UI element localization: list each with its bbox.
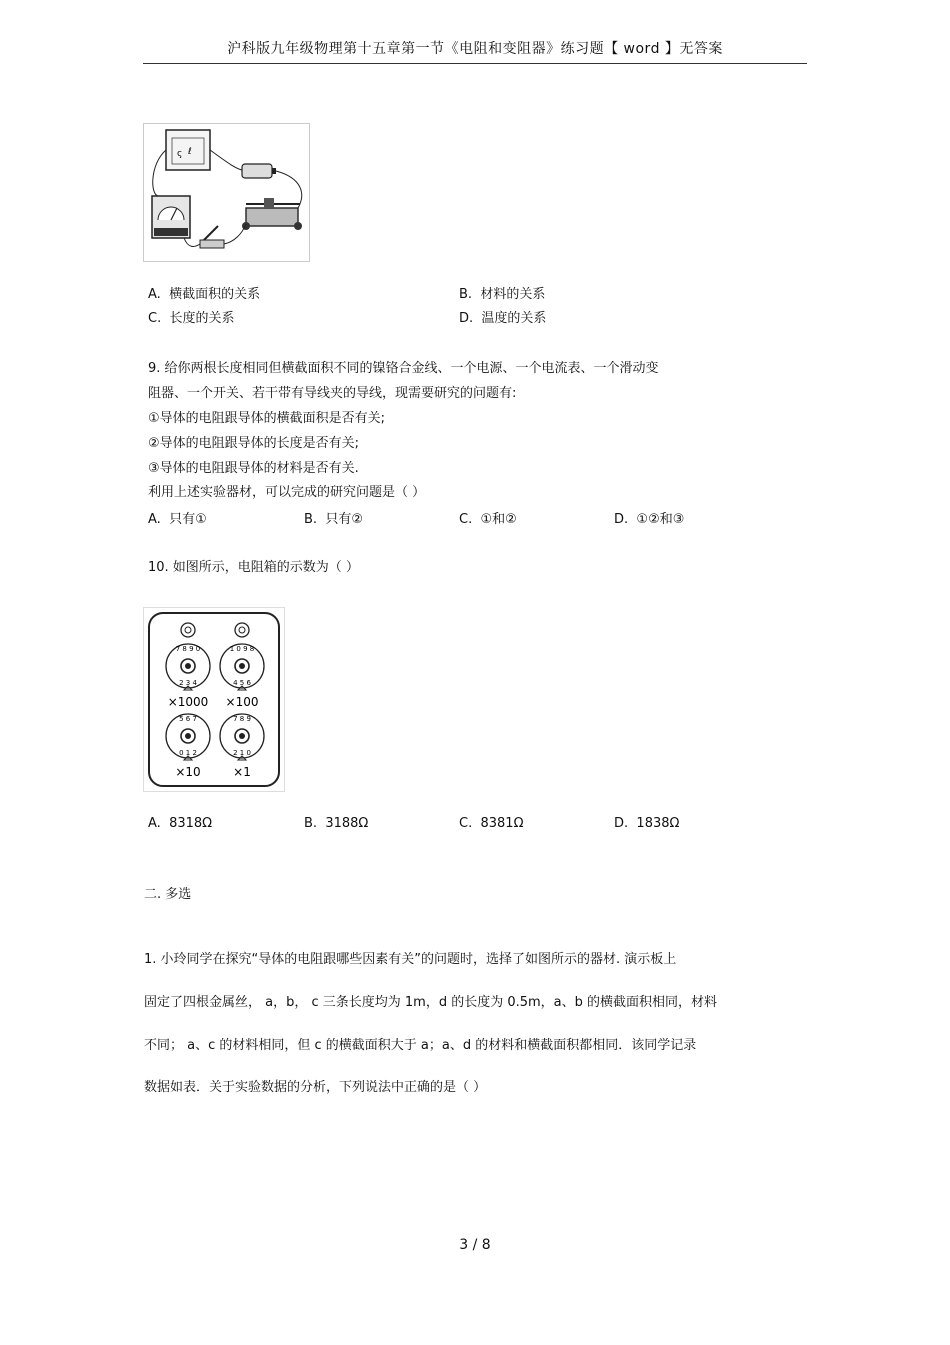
- option-text: ①②和③: [636, 512, 685, 527]
- option-key: A.: [148, 512, 161, 527]
- q8-option-d: [459, 307, 546, 326]
- option-text: 只有②: [325, 512, 363, 527]
- svg-text:5 6 7: 5 6 7: [179, 715, 197, 723]
- q9-option-a: [148, 508, 207, 527]
- option-text: 1838Ω: [636, 816, 680, 831]
- dial-label-x1000: ×1000: [167, 695, 209, 709]
- q9-option-d: [614, 508, 684, 527]
- option-key: A.: [148, 816, 161, 831]
- svg-text:2 3 4: 2 3 4: [179, 679, 197, 687]
- option-key: C.: [148, 311, 162, 326]
- s2-q1-line-3: 不同； a、c 的材料相同，但 c 的横截面积大于 a；a、d 的材料和横截面积都相同．该同学记录: [144, 1038, 697, 1053]
- q8-option-a: [148, 283, 260, 302]
- svg-text:ℓ: ℓ: [188, 147, 192, 157]
- option-key: B.: [459, 287, 473, 302]
- option-key: D.: [614, 512, 629, 527]
- q9-option-b: [304, 508, 363, 527]
- resistance-box-figure: [143, 607, 285, 792]
- option-key: D.: [459, 311, 474, 326]
- dial-label-x100: ×100: [225, 695, 259, 709]
- option-text: 温度的关系: [481, 311, 547, 326]
- option-text: 3188Ω: [325, 816, 369, 831]
- option-key: C.: [459, 512, 473, 527]
- q10-option-c: [459, 816, 524, 831]
- s2-q1-line-1: 1. 小玲同学在探究“导体的电阻跟哪些因素有关”的问题时，选择了如图所示的器材. 演示板上: [144, 952, 677, 967]
- q10-option-a: [148, 816, 212, 831]
- option-text: 长度的关系: [169, 311, 235, 326]
- option-key: B.: [304, 816, 318, 831]
- svg-text:2 1 0: 2 1 0: [233, 749, 251, 757]
- svg-text:0 1 2: 0 1 2: [179, 749, 197, 757]
- section-title: 二. 多选: [144, 887, 192, 902]
- q9-line-1: 9. 给你两根长度相同但横截面积不同的镍铬合金线、一个电源、一个电流表、一个滑动变: [148, 361, 659, 376]
- svg-text:4 5 6: 4 5 6: [233, 679, 251, 687]
- s2-q1-line-2: 固定了四根金属丝， a，b， c 三条长度均为 1m，d 的长度为 0.5m，a、b 的横截面积相同，材料: [144, 995, 718, 1010]
- q8-option-b: [459, 283, 545, 302]
- svg-text:7 8 9: 7 8 9: [233, 715, 251, 723]
- q9-option-c: [459, 508, 517, 527]
- option-text: ①和②: [480, 512, 517, 527]
- q8-option-c: [148, 307, 235, 326]
- option-text: 材料的关系: [480, 287, 546, 302]
- q10-stem: 10. 如图所示，电阻箱的示数为（ ）: [148, 560, 359, 575]
- dial-label-x1: ×1: [233, 765, 251, 779]
- option-key: D.: [614, 816, 629, 831]
- resistance-box-drawing: [144, 608, 284, 791]
- option-text: 横截面积的关系: [169, 287, 261, 302]
- option-key: C.: [459, 816, 473, 831]
- header-divider: [143, 63, 807, 64]
- q10-option-b: [304, 816, 368, 831]
- svg-text:1 0 9 8: 1 0 9 8: [229, 645, 255, 653]
- q9-line-3: ①导体的电阻跟导体的横截面积是否有关;: [148, 411, 386, 426]
- option-text: 8381Ω: [480, 816, 524, 831]
- svg-text:7 8 9 0: 7 8 9 0: [175, 645, 201, 653]
- page-number: 3 / 8: [459, 1237, 491, 1253]
- dial-label-x10: ×10: [175, 765, 201, 779]
- q9-line-4: ②导体的电阻跟导体的长度是否有关;: [148, 436, 360, 451]
- q10-option-d: [614, 816, 679, 831]
- svg-text:ς: ς: [177, 149, 183, 159]
- option-key: A.: [148, 287, 161, 302]
- q9-line-6: 利用上述实验器材，可以完成的研究问题是（ ）: [148, 485, 426, 500]
- circuit-apparatus-figure: [143, 123, 310, 262]
- page-header-title: 沪科版九年级物理第十五章第一节《电阻和变阻器》练习题【 word 】无答案: [227, 41, 723, 57]
- option-text: 只有①: [169, 512, 207, 527]
- q9-line-5: ③导体的电阻跟导体的材料是否有关.: [148, 461, 359, 476]
- s2-q1-line-4: 数据如表．关于实验数据的分析，下列说法中正确的是（ ）: [144, 1080, 487, 1095]
- option-text: 8318Ω: [169, 816, 213, 831]
- circuit-apparatus-drawing: [144, 124, 309, 261]
- option-key: B.: [304, 512, 318, 527]
- q9-line-2: 阻器、一个开关、若干带有导线夹的导线，现需要研究的问题有:: [148, 386, 517, 401]
